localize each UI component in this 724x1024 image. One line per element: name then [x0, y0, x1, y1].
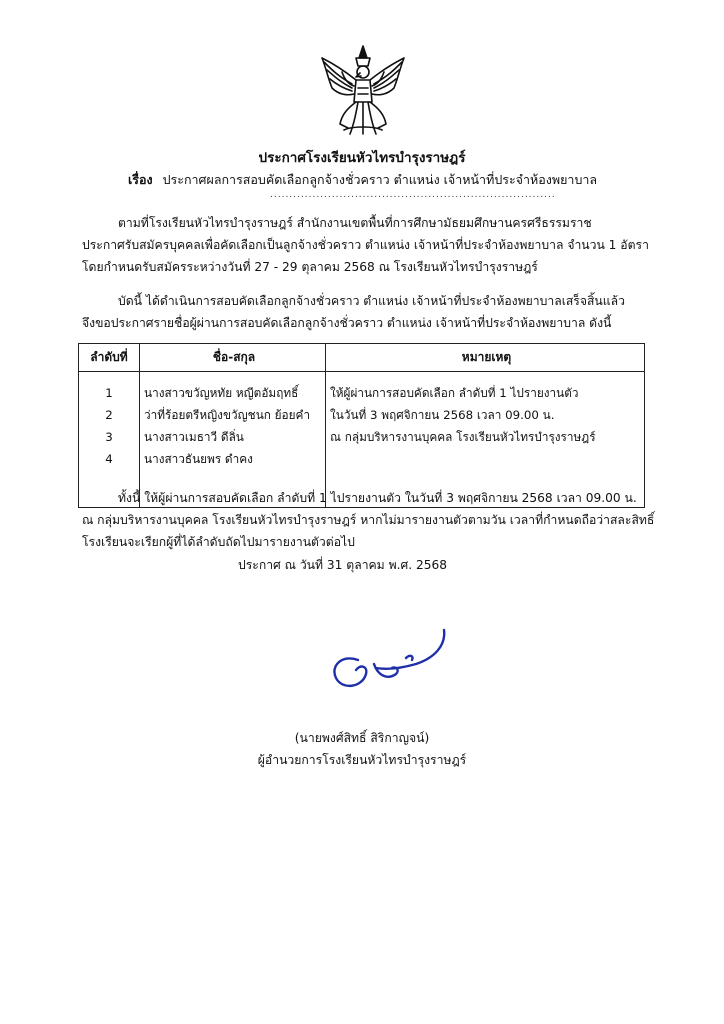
subject-text: ประกาศผลการสอบคัดเลือกลูกจ้างชั่วคราว ตำแหน่ง เจ้าหน้าที่ประจำห้องพยาบาล — [162, 172, 598, 187]
header-remark: หมายเหตุ — [326, 344, 645, 372]
signer-position: ผู้อำนวยการโรงเรียนหัวไทรบำรุงราษฎร์ — [257, 753, 467, 767]
paragraph-conditions — [82, 487, 654, 553]
paragraph-line: จึงขอประกาศรายชื่อผู้ผ่านการสอบคัดเลือกลูกจ้างชั่วคราว ตำแหน่ง เจ้าหน้าที่ประจำห้องพยาบาล ดังนี้ — [82, 316, 612, 330]
paragraph-intro — [82, 212, 649, 278]
remark-line: ณ กลุ่มบริหารงานบุคคล โรงเรียนหัวไทรบำรุงราษฎร์ — [330, 430, 596, 444]
signature-image — [316, 618, 466, 718]
announcement-title: ประกาศโรงเรียนหัวไทรบำรุงราษฎร์ — [258, 150, 466, 166]
candidate-name: นางสาวธันยพร ดำคง — [144, 452, 253, 466]
separator-line: .......................................................................... — [270, 190, 556, 200]
order-number: 1 — [105, 386, 113, 400]
results-table — [78, 343, 645, 508]
order-number: 2 — [105, 408, 113, 422]
paragraph-line: โรงเรียนจะเรียกผู้ที่ได้ลำดับถัดไปมารายงานตัวต่อไป — [82, 535, 355, 549]
paragraph-line: ณ กลุ่มบริหารงานบุคคล โรงเรียนหัวไทรบำรุงราษฎร์ หากไม่มารายงานตัวตามวัน เวลาที่กำหนดถือว่าสละสิทธิ์ — [82, 513, 655, 527]
remark-line: ให้ผู้ผ่านการสอบคัดเลือก ลำดับที่ 1 ไปรายงานตัว — [330, 386, 579, 400]
subject-line — [128, 170, 597, 190]
announcement-date: ประกาศ ณ วันที่ 31 ตุลาคม พ.ศ. 2568 — [238, 558, 448, 572]
candidate-name: นางสาวขวัญหทัย หญีตอัมฤทธิ์ — [144, 386, 299, 400]
remark-line: ในวันที่ 3 พฤศจิกายน 2568 เวลา 09.00 น. — [330, 408, 555, 422]
paragraph-line: บัดนี้ ได้ดำเนินการสอบคัดเลือกลูกจ้างชั่วคราว ตำแหน่ง เจ้าหน้าที่ประจำห้องพยาบาลเสร็จสิ้นแล้ว — [118, 294, 625, 308]
candidate-name: นางสาวเมธาวี ดีลิ่น — [144, 430, 244, 444]
paragraph-line: ประกาศรับสมัครบุคคลเพื่อคัดเลือกเป็นลูกจ้างชั่วคราว ตำแหน่ง เจ้าหน้าที่ประจำห้องพยาบาล จำนวน 1 อัตรา — [82, 238, 649, 252]
signer-name: (นายพงศ์สิทธิ์ สิริกาญจน์) — [294, 731, 430, 745]
header-name: ชื่อ-สกุล — [140, 344, 326, 372]
paragraph-line: ทั้งนี้ ให้ผู้ผ่านการสอบคัดเลือก ลำดับที่ 1 ไปรายงานตัว ในวันที่ 3 พฤศจิกายน 2568 เวลา 09.00 น. — [118, 491, 637, 505]
table-header-row — [79, 344, 645, 372]
candidate-name: ว่าที่ร้อยตรีหญิงขวัญชนก ย้อยคำ — [144, 408, 311, 422]
paragraph-line: ตามที่โรงเรียนหัวไทรบำรุงราษฎร์ สำนักงานเขตพื้นที่การศึกษามัธยมศึกษานครศรีธรรมราช — [118, 216, 592, 230]
order-number: 4 — [105, 452, 113, 466]
garuda-emblem-icon — [318, 44, 408, 136]
header-order: ลำดับที่ — [79, 344, 140, 372]
paragraph-result — [82, 290, 625, 334]
paragraph-line: โดยกำหนดรับสมัครระหว่างวันที่ 27 - 29 ตุลาคม 2568 ณ โรงเรียนหัวไทรบำรุงราษฎร์ — [82, 260, 538, 274]
order-number: 3 — [105, 430, 113, 444]
subject-label: เรื่อง — [128, 172, 153, 187]
